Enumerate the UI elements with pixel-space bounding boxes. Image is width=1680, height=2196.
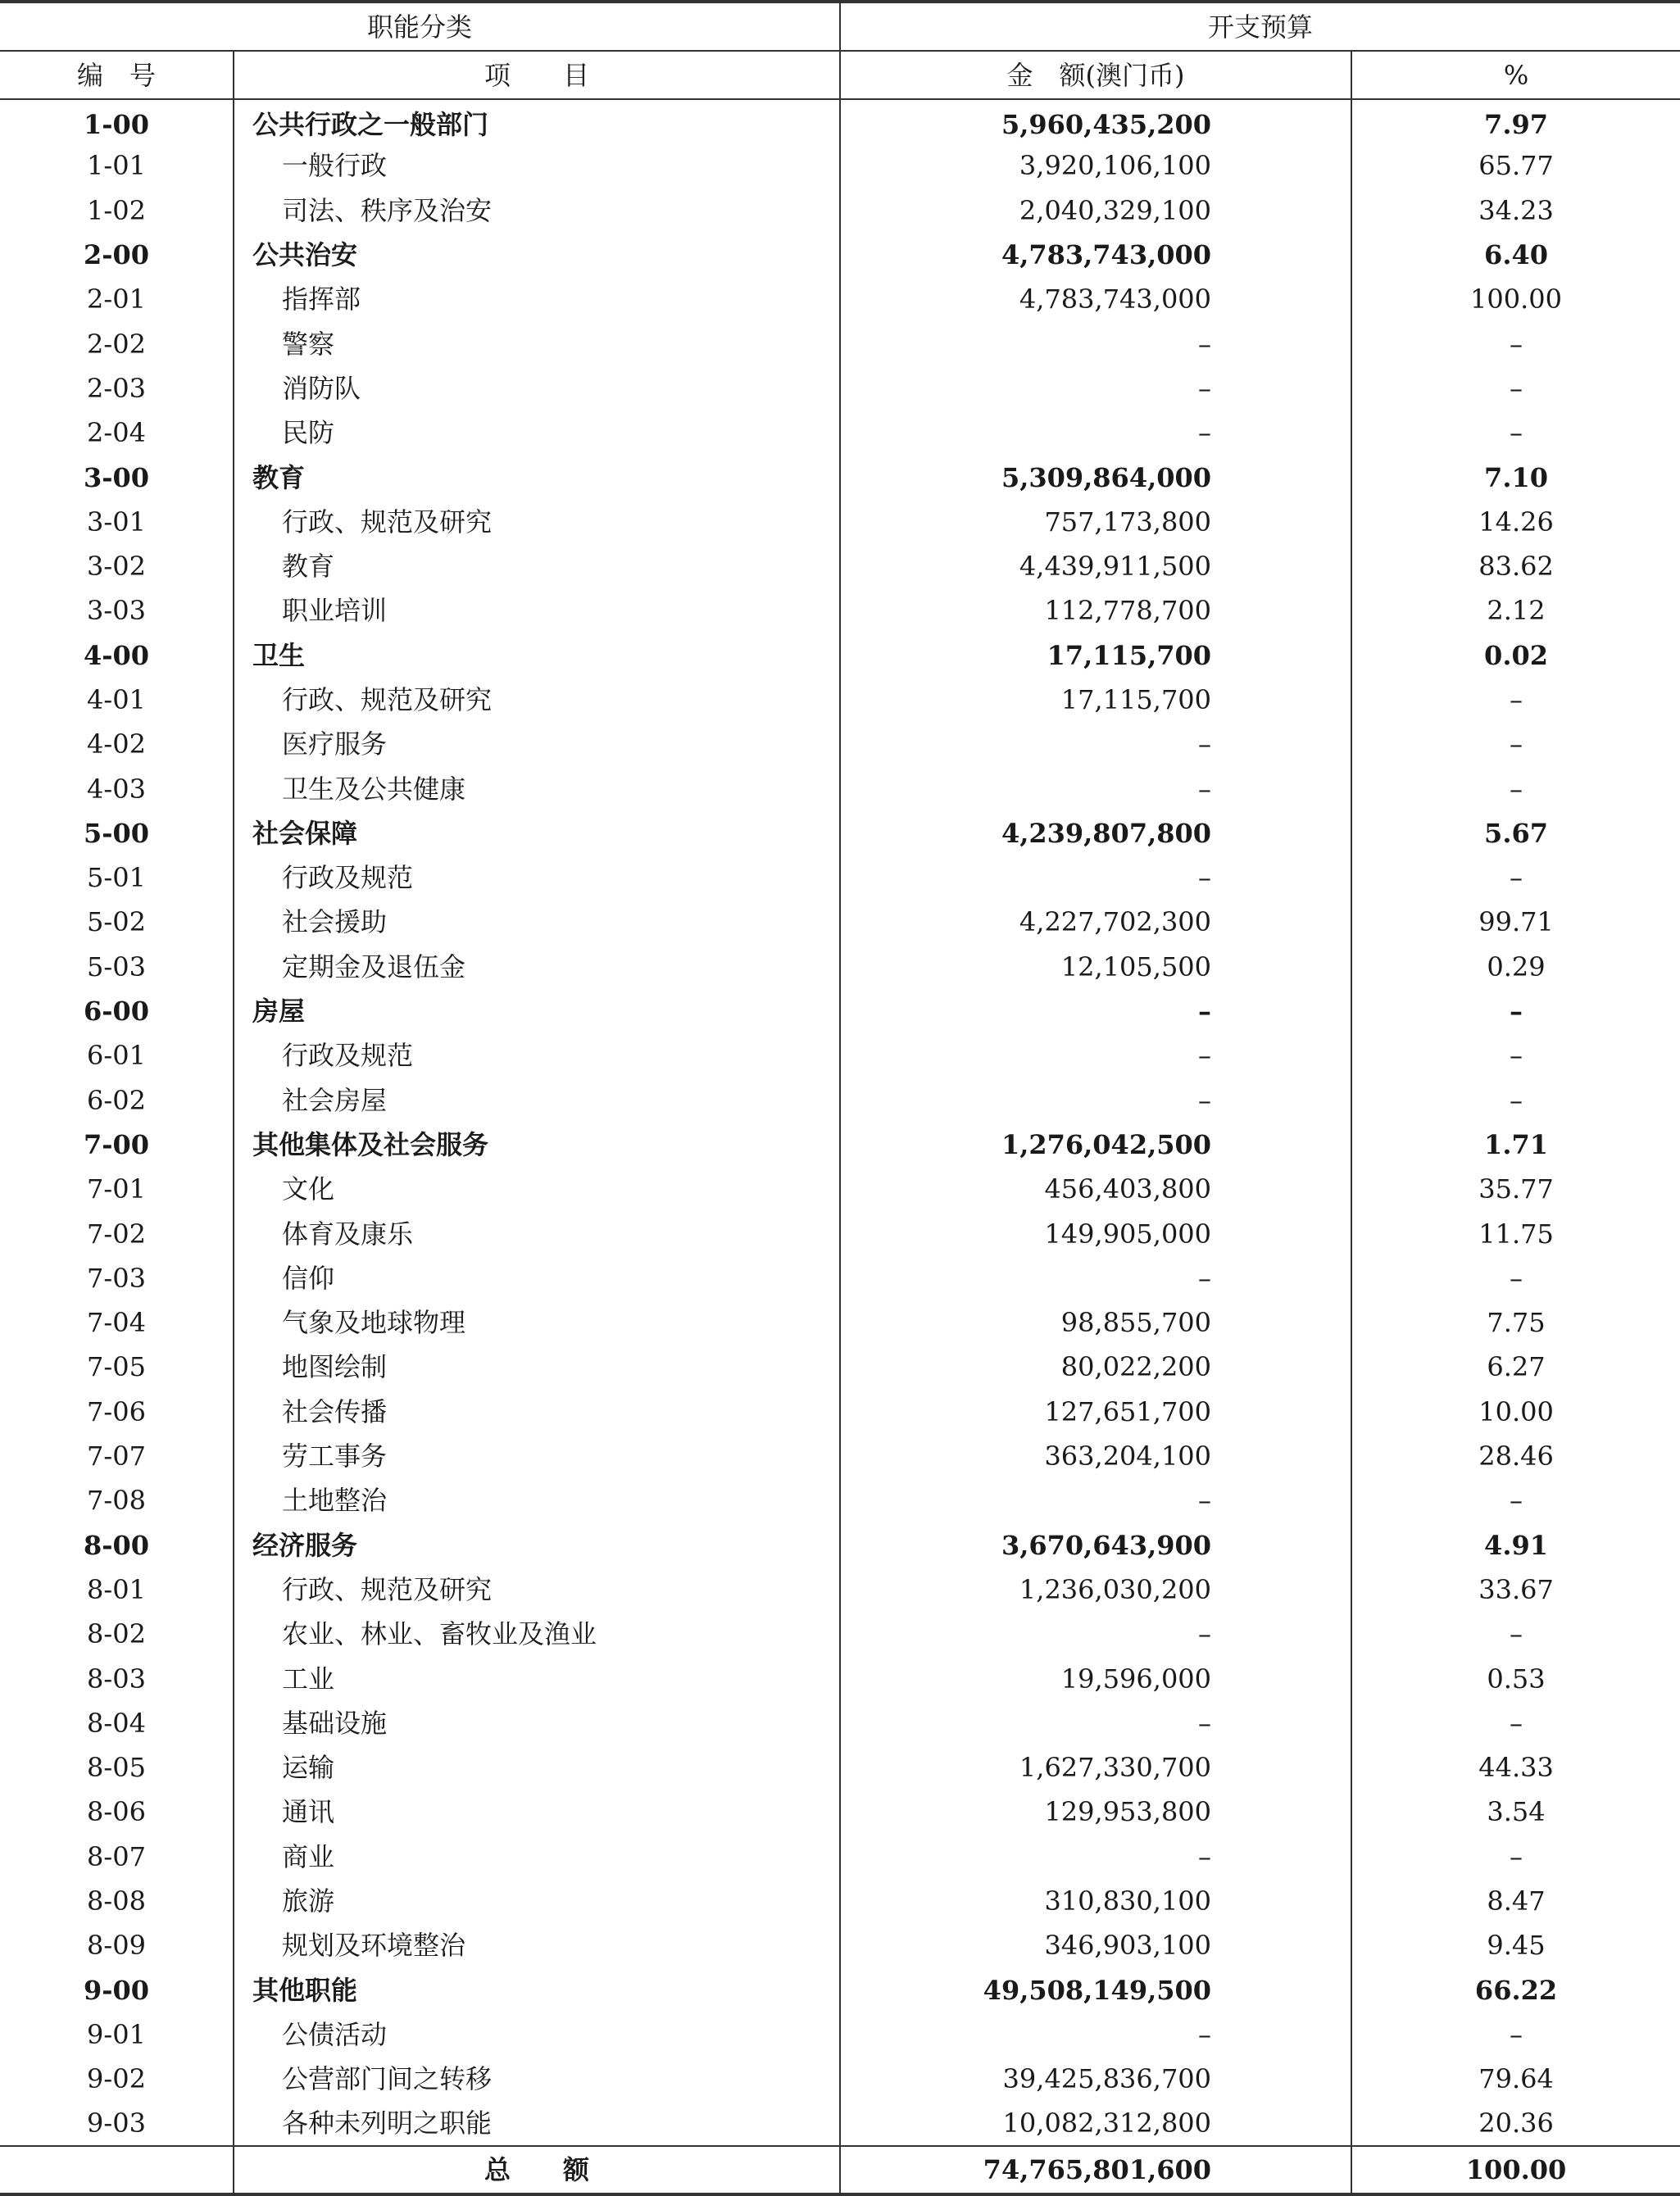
- row-amount: 1,627,330,700: [840, 1745, 1351, 1790]
- table-row: [0, 1835, 1680, 1879]
- row-amount: 5,960,435,200: [840, 99, 1351, 143]
- row-amount: 346,903,100: [840, 1923, 1351, 1967]
- row-item: 司法、秩序及治安: [234, 188, 840, 233]
- row-item: 消防队: [234, 366, 840, 411]
- row-amount: 310,830,100: [840, 1879, 1351, 1923]
- row-amount: 1,236,030,200: [840, 1568, 1351, 1612]
- row-item: 房屋: [234, 989, 840, 1033]
- row-amount: –: [840, 722, 1351, 766]
- row-percent: 0.29: [1487, 951, 1546, 982]
- table-row: [0, 588, 1680, 633]
- row-amount: 4,227,702,300: [840, 900, 1351, 944]
- row-item: 行政、规范及研究: [234, 678, 840, 722]
- row-item: 医疗服务: [234, 722, 840, 766]
- row-amount: 4,439,911,500: [840, 544, 1351, 588]
- row-item: 农业、林业、畜牧业及渔业: [234, 1612, 840, 1656]
- row-amount: –: [840, 855, 1351, 900]
- row-code: 6-02: [0, 1078, 234, 1123]
- row-percent: 28.46: [1478, 1441, 1554, 1472]
- table-row: [0, 500, 1680, 544]
- row-amount: 4,783,743,000: [840, 277, 1351, 321]
- row-item: 通讯: [234, 1790, 840, 1834]
- row-item: 公共治安: [234, 233, 840, 277]
- row-code: 7-07: [0, 1434, 234, 1478]
- row-percent: 7.10: [1484, 461, 1548, 493]
- row-percent: 35.77: [1478, 1173, 1554, 1205]
- header-item: 项 目: [234, 51, 840, 99]
- header-expenditure-budget: 开支预算: [840, 2, 1680, 51]
- row-amount: –: [840, 989, 1351, 1033]
- row-item: 地图绘制: [234, 1345, 840, 1389]
- row-percent: 8.47: [1487, 1885, 1546, 1917]
- table-row: [0, 1300, 1680, 1345]
- row-percent: 10.00: [1478, 1395, 1554, 1427]
- table-row: [0, 1478, 1680, 1522]
- row-code: 8-04: [0, 1701, 234, 1745]
- row-percent: 7.75: [1487, 1307, 1546, 1339]
- row-code: 7-04: [0, 1300, 234, 1345]
- table-row: [0, 1790, 1680, 1834]
- row-item: 行政及规范: [234, 855, 840, 900]
- row-percent: –: [1510, 1040, 1523, 1072]
- row-amount: –: [840, 411, 1351, 455]
- row-percent: 20.36: [1478, 2108, 1554, 2139]
- row-percent: –: [1510, 996, 1523, 1028]
- table-row: [0, 1701, 1680, 1745]
- row-code: 3-01: [0, 500, 234, 544]
- table-row: [0, 188, 1680, 233]
- row-item: 基础设施: [234, 1701, 840, 1745]
- category-row: [0, 1523, 1680, 1568]
- table-row: [0, 1390, 1680, 1434]
- row-percent: –: [1510, 1707, 1523, 1739]
- row-code: 2-04: [0, 411, 234, 455]
- table-row: [0, 1078, 1680, 1123]
- total-amount: 74,765,801,600: [840, 2146, 1351, 2194]
- table-row: [0, 766, 1680, 810]
- row-item: 文化: [234, 1167, 840, 1211]
- row-code: 8-01: [0, 1568, 234, 1612]
- row-code: 2-02: [0, 321, 234, 365]
- row-percent: 34.23: [1478, 194, 1554, 226]
- table-row: [0, 900, 1680, 944]
- row-amount: 17,115,700: [840, 633, 1351, 678]
- category-row: [0, 1967, 1680, 2012]
- row-item: 卫生及公共健康: [234, 766, 840, 810]
- row-percent: 79.64: [1478, 2063, 1554, 2095]
- row-item: 工业: [234, 1656, 840, 1700]
- row-amount: –: [840, 1701, 1351, 1745]
- row-amount: 112,778,700: [840, 588, 1351, 633]
- table-row: [0, 411, 1680, 455]
- row-code: 4-00: [0, 633, 234, 678]
- row-code: 5-01: [0, 855, 234, 900]
- row-item: 土地整治: [234, 1478, 840, 1522]
- row-code: 4-02: [0, 722, 234, 766]
- category-row: [0, 1123, 1680, 1167]
- row-percent: –: [1510, 1262, 1523, 1294]
- row-amount: –: [840, 1033, 1351, 1078]
- row-item: 体育及康乐: [234, 1211, 840, 1255]
- row-item: 职业培训: [234, 588, 840, 633]
- table-row: [0, 1745, 1680, 1790]
- row-amount: 363,204,100: [840, 1434, 1351, 1478]
- row-amount: –: [840, 366, 1351, 411]
- table-row: [0, 143, 1680, 188]
- row-code: 9-01: [0, 2012, 234, 2057]
- row-code: 7-03: [0, 1256, 234, 1300]
- row-percent: –: [1510, 417, 1523, 449]
- header-percent: %: [1351, 51, 1680, 99]
- table-row: [0, 722, 1680, 766]
- header-amount: 金 额(澳门币): [840, 51, 1351, 99]
- table-row: [0, 855, 1680, 900]
- table-row: [0, 2012, 1680, 2057]
- row-code: 7-08: [0, 1478, 234, 1522]
- row-code: 3-00: [0, 455, 234, 499]
- row-amount: –: [840, 1478, 1351, 1522]
- row-item: 教育: [234, 544, 840, 588]
- row-percent: –: [1510, 328, 1523, 360]
- table-row: [0, 1656, 1680, 1700]
- row-code: 1-02: [0, 188, 234, 233]
- category-row: [0, 989, 1680, 1033]
- table-row: [0, 321, 1680, 365]
- row-item: 行政及规范: [234, 1033, 840, 1078]
- row-amount: 80,022,200: [840, 1345, 1351, 1389]
- total-label: 总 额: [234, 2146, 840, 2194]
- row-percent: 44.33: [1478, 1752, 1554, 1784]
- row-code: 9-02: [0, 2057, 234, 2101]
- table-row: [0, 945, 1680, 989]
- row-item: 民防: [234, 411, 840, 455]
- row-percent: –: [1510, 372, 1523, 404]
- row-code: 6-01: [0, 1033, 234, 1078]
- row-amount: –: [840, 2012, 1351, 2057]
- table-row: [0, 1568, 1680, 1612]
- row-amount: 1,276,042,500: [840, 1123, 1351, 1167]
- row-percent: –: [1510, 1084, 1523, 1116]
- table-row: [0, 1345, 1680, 1389]
- table-row: [0, 1033, 1680, 1078]
- row-percent: 2.12: [1487, 595, 1546, 627]
- row-item: 经济服务: [234, 1523, 840, 1568]
- header-functional-classification: 职能分类: [0, 2, 840, 51]
- row-percent: 11.75: [1478, 1218, 1554, 1250]
- row-code: 7-02: [0, 1211, 234, 1255]
- row-percent: –: [1510, 862, 1523, 894]
- row-percent: 6.27: [1487, 1351, 1546, 1383]
- row-item: 社会援助: [234, 900, 840, 944]
- table-row: [0, 1167, 1680, 1211]
- row-item: 公债活动: [234, 2012, 840, 2057]
- row-amount: –: [840, 1612, 1351, 1656]
- table-row: [0, 1612, 1680, 1656]
- row-code: 4-03: [0, 766, 234, 810]
- row-item: 行政、规范及研究: [234, 500, 840, 544]
- total-code-cell: [0, 2146, 234, 2194]
- row-code: 5-00: [0, 811, 234, 855]
- row-amount: 2,040,329,100: [840, 188, 1351, 233]
- row-percent: 1.71: [1484, 1128, 1548, 1160]
- row-code: 6-00: [0, 989, 234, 1033]
- table-row: [0, 1879, 1680, 1923]
- row-percent: 0.53: [1487, 1663, 1546, 1695]
- row-item: 警察: [234, 321, 840, 365]
- row-amount: 3,920,106,100: [840, 143, 1351, 188]
- header-code: 编 号: [0, 51, 234, 99]
- row-code: 7-00: [0, 1123, 234, 1167]
- row-item: 各种未列明之职能: [234, 2101, 840, 2145]
- row-amount: 39,425,836,700: [840, 2057, 1351, 2101]
- row-amount: –: [840, 1835, 1351, 1879]
- total-percent: 100.00: [1351, 2146, 1680, 2194]
- row-code: 7-01: [0, 1167, 234, 1211]
- total-row: [0, 2146, 1680, 2194]
- row-code: 8-08: [0, 1879, 234, 1923]
- table-row: [0, 1211, 1680, 1255]
- row-percent: 100.00: [1470, 284, 1562, 315]
- row-percent: 7.97: [1484, 108, 1548, 140]
- category-row: [0, 233, 1680, 277]
- row-percent: –: [1510, 1618, 1523, 1650]
- row-percent: –: [1510, 1485, 1523, 1517]
- row-code: 8-03: [0, 1656, 234, 1700]
- row-code: 1-01: [0, 143, 234, 188]
- table-row: [0, 544, 1680, 588]
- row-percent: –: [1510, 684, 1523, 715]
- row-item: 旅游: [234, 1879, 840, 1923]
- row-code: 3-02: [0, 544, 234, 588]
- row-percent: –: [1510, 1840, 1523, 1872]
- row-amount: –: [840, 321, 1351, 365]
- row-amount: –: [840, 1078, 1351, 1123]
- row-code: 5-02: [0, 900, 234, 944]
- row-item: 公营部门间之转移: [234, 2057, 840, 2101]
- table-row: [0, 366, 1680, 411]
- row-amount: 129,953,800: [840, 1790, 1351, 1834]
- table-row: [0, 678, 1680, 722]
- row-amount: 149,905,000: [840, 1211, 1351, 1255]
- row-percent: –: [1510, 773, 1523, 805]
- row-amount: 10,082,312,800: [840, 2101, 1351, 2145]
- row-code: 2-01: [0, 277, 234, 321]
- row-amount: 4,239,807,800: [840, 811, 1351, 855]
- category-row: [0, 811, 1680, 855]
- row-item: 规划及环境整治: [234, 1923, 840, 1967]
- row-item: 公共行政之一般部门: [234, 99, 840, 143]
- row-item: 指挥部: [234, 277, 840, 321]
- row-code: 8-02: [0, 1612, 234, 1656]
- row-item: 劳工事务: [234, 1434, 840, 1478]
- row-code: 5-03: [0, 945, 234, 989]
- row-item: 定期金及退伍金: [234, 945, 840, 989]
- row-amount: 456,403,800: [840, 1167, 1351, 1211]
- table-row: [0, 2101, 1680, 2145]
- row-percent: 66.22: [1474, 1974, 1558, 2006]
- row-item: 其他职能: [234, 1967, 840, 2012]
- category-row: [0, 99, 1680, 143]
- category-row: [0, 455, 1680, 499]
- table-row: [0, 1256, 1680, 1300]
- row-item: 卫生: [234, 633, 840, 678]
- row-item: 社会保障: [234, 811, 840, 855]
- row-item: 信仰: [234, 1256, 840, 1300]
- row-item: 社会房屋: [234, 1078, 840, 1123]
- row-amount: 98,855,700: [840, 1300, 1351, 1345]
- row-code: 4-01: [0, 678, 234, 722]
- row-percent: 14.26: [1478, 506, 1554, 538]
- row-code: 2-00: [0, 233, 234, 277]
- row-code: 9-03: [0, 2101, 234, 2145]
- row-amount: 5,309,864,000: [840, 455, 1351, 499]
- row-percent: 99.71: [1478, 906, 1554, 938]
- row-percent: 4.91: [1484, 1529, 1548, 1561]
- row-item: 运输: [234, 1745, 840, 1790]
- row-percent: 5.67: [1484, 817, 1548, 849]
- row-code: 8-07: [0, 1835, 234, 1879]
- row-percent: 3.54: [1487, 1796, 1546, 1828]
- row-percent: 6.40: [1484, 239, 1548, 271]
- row-code: 8-06: [0, 1790, 234, 1834]
- table-row: [0, 2057, 1680, 2101]
- row-percent: 83.62: [1478, 551, 1554, 583]
- row-item: 商业: [234, 1835, 840, 1879]
- row-percent: 0.02: [1484, 639, 1548, 671]
- category-row: [0, 633, 1680, 678]
- row-amount: 127,651,700: [840, 1390, 1351, 1434]
- table-body: [0, 99, 1680, 2146]
- row-amount: –: [840, 766, 1351, 810]
- row-amount: 12,105,500: [840, 945, 1351, 989]
- row-item: 社会传播: [234, 1390, 840, 1434]
- row-code: 2-03: [0, 366, 234, 411]
- row-code: 8-09: [0, 1923, 234, 1967]
- row-item: 行政、规范及研究: [234, 1568, 840, 1612]
- table-row: [0, 1434, 1680, 1478]
- row-code: 8-00: [0, 1523, 234, 1568]
- row-item: 气象及地球物理: [234, 1300, 840, 1345]
- row-amount: –: [840, 1256, 1351, 1300]
- row-amount: 3,670,643,900: [840, 1523, 1351, 1568]
- row-item: 其他集体及社会服务: [234, 1123, 840, 1167]
- row-code: 7-05: [0, 1345, 234, 1389]
- row-percent: 33.67: [1478, 1573, 1554, 1605]
- row-amount: 49,508,149,500: [840, 1967, 1351, 2012]
- row-code: 1-00: [0, 99, 234, 143]
- row-amount: 17,115,700: [840, 678, 1351, 722]
- row-code: 7-06: [0, 1390, 234, 1434]
- row-item: 一般行政: [234, 143, 840, 188]
- row-code: 9-00: [0, 1967, 234, 2012]
- row-item: 教育: [234, 455, 840, 499]
- row-amount: 4,783,743,000: [840, 233, 1351, 277]
- row-amount: 19,596,000: [840, 1656, 1351, 1700]
- table-row: [0, 277, 1680, 321]
- row-percent: 9.45: [1487, 1930, 1546, 1962]
- row-percent: –: [1510, 2018, 1523, 2050]
- table-row: [0, 1923, 1680, 1967]
- row-code: 3-03: [0, 588, 234, 633]
- row-code: 8-05: [0, 1745, 234, 1790]
- row-amount: 757,173,800: [840, 500, 1351, 544]
- row-percent: –: [1510, 728, 1523, 760]
- row-percent: 65.77: [1478, 150, 1554, 182]
